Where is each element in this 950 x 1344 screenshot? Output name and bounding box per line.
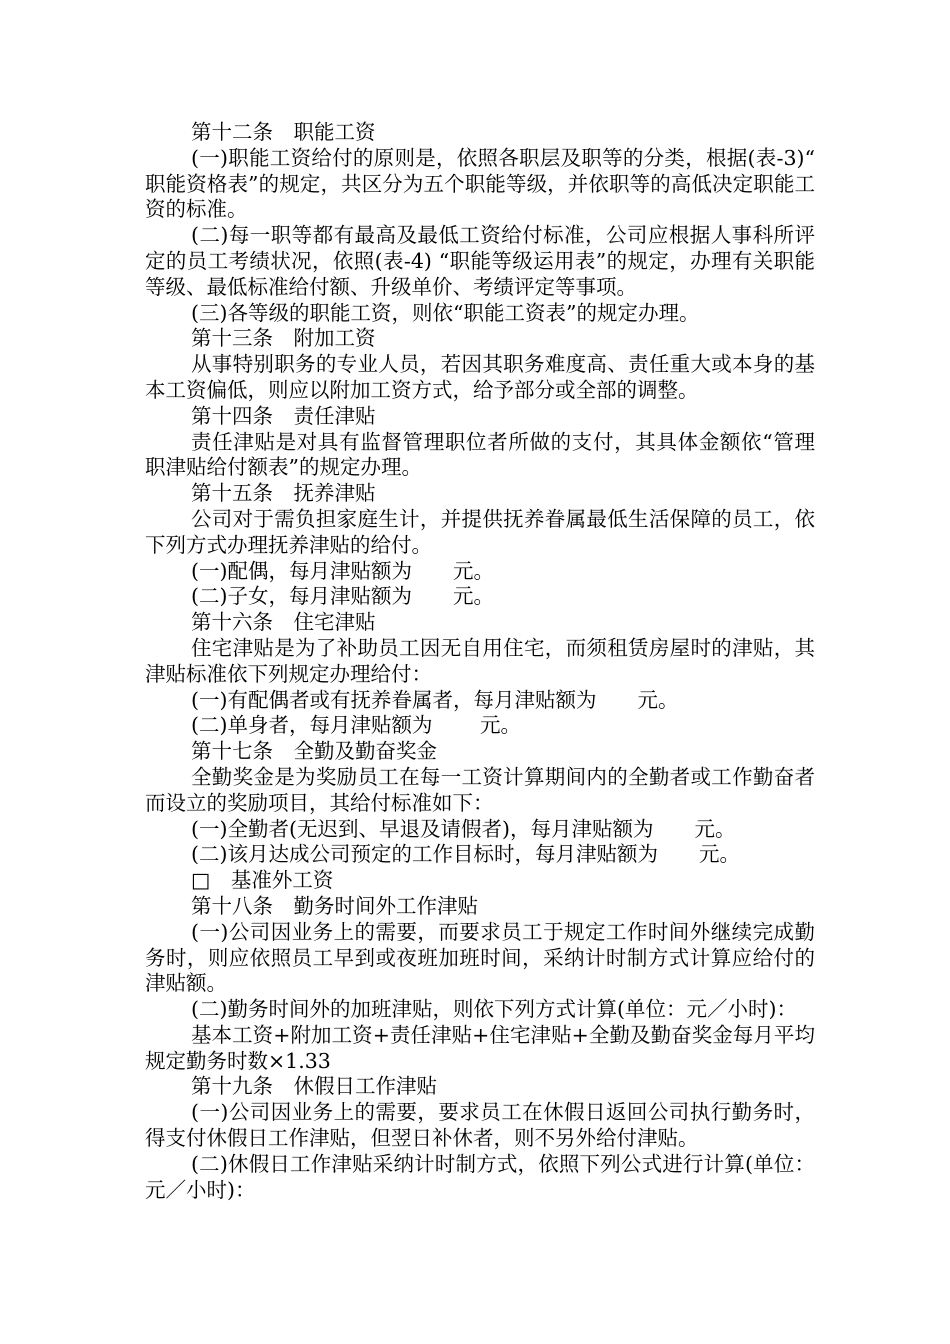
article-15-heading: 第十五条 抚养津贴	[191, 481, 376, 506]
article-19-clause-2: (二)休假日工作津贴采纳计时制方式，依照下列公式进行计算(单位：元／小时)：	[145, 1151, 815, 1202]
article-12-clause-1: (一)职能工资给付的原则是，依照各职层及职等的分类，根据(表-3)“ 职能资格表”的规定，共区分为五个职能等级，并依职等的高低决定职能工资的标准。	[145, 145, 822, 222]
article-12-clause-3: (三)各等级的职能工资，则依“职能工资表”的规定办理。	[191, 300, 700, 325]
article-17-body: 全勤奖金是为奖励员工在每一工资计算期间内的全勤者或工作勤奋者而设立的奖励项目，其给付标准如下：	[145, 764, 815, 815]
article-18-clause-1: (一)公司因业务上的需要，而要求员工于规定工作时间外继续完成勤务时，则应依照员工早到或夜班加班时间，采纳计时制方式计算应给付的津贴额。	[145, 919, 815, 996]
article-17-heading: 第十七条 全勤及勤奋奖金	[191, 739, 437, 764]
article-16-heading: 第十六条 住宅津贴	[191, 610, 376, 635]
article-13-body: 从事特别职务的专业人员，若因其职务难度高、责任重大或本身的基本工资偏低，则应以附加工资方式，给予部分或全部的调整。	[145, 352, 815, 402]
article-19-heading: 第十九条 休假日工作津贴	[191, 1074, 437, 1099]
article-14-body: 责任津贴是对具有监督管理职位者所做的支付，其具体金额依“管理职津贴给付额表”的规定办理。	[145, 429, 815, 480]
article-12-heading: 第十二条 职能工资	[191, 120, 376, 144]
article-16-clause-2: (二)单身者，每月津贴额为 元。	[191, 713, 522, 738]
article-17-clause-1: (一)全勤者(无迟到、早退及请假者)，每月津贴额为 元。	[191, 816, 736, 841]
article-15-body: 公司对于需负担家庭生计，并提供抚养眷属最低生活保障的员工，依下列方式办理抚养津贴的给付。	[145, 506, 815, 557]
article-17-clause-2: (二)该月达成公司预定的工作目标时，每月津贴额为 元。	[191, 842, 740, 867]
article-14-heading: 第十四条 责任津贴	[191, 403, 376, 428]
article-12-clause-2: (二)每一职等都有最高及最低工资给付标准，公司应根据人事科所评定的员工考绩状况，依照(表-4) “职能等级运用表”的规定，办理有关职能等级、最低标准给付额、升级单价、考绩评定等事项。	[145, 223, 815, 299]
article-18-formula: 基本工资+附加工资+责任津贴+住宅津贴+全勤及勤奋奖金每月平均规定勤务时数×1.33	[145, 1022, 815, 1073]
article-19-clause-1: (一)公司因业务上的需要，要求员工在休假日返回公司执行勤务时，得支付休假日工作津贴，但翌日补休者，则不另外给付津贴。	[145, 1100, 815, 1151]
article-13-heading: 第十三条 附加工资	[191, 326, 376, 351]
article-16-body: 住宅津贴是为了补助员工因无自用住宅，而须租赁房屋时的津贴，其津贴标准依下列规定办理给付：	[145, 635, 815, 686]
article-16-clause-1: (一)有配偶者或有抚养眷属者，每月津贴额为 元。	[191, 687, 679, 712]
article-18-heading: 第十八条 勤务时间外工作津贴	[191, 893, 478, 918]
article-18-clause-2: (二)勤务时间外的加班津贴，则依下列方式计算(单位：元／小时)：	[191, 997, 797, 1022]
section-heading-extra-wages: □ 基准外工资	[191, 868, 334, 893]
article-15-clause-2: (二)子女，每月津贴额为 元。	[191, 584, 494, 609]
article-15-clause-1: (一)配偶，每月津贴额为 元。	[191, 558, 494, 583]
document-body	[145, 120, 822, 1203]
